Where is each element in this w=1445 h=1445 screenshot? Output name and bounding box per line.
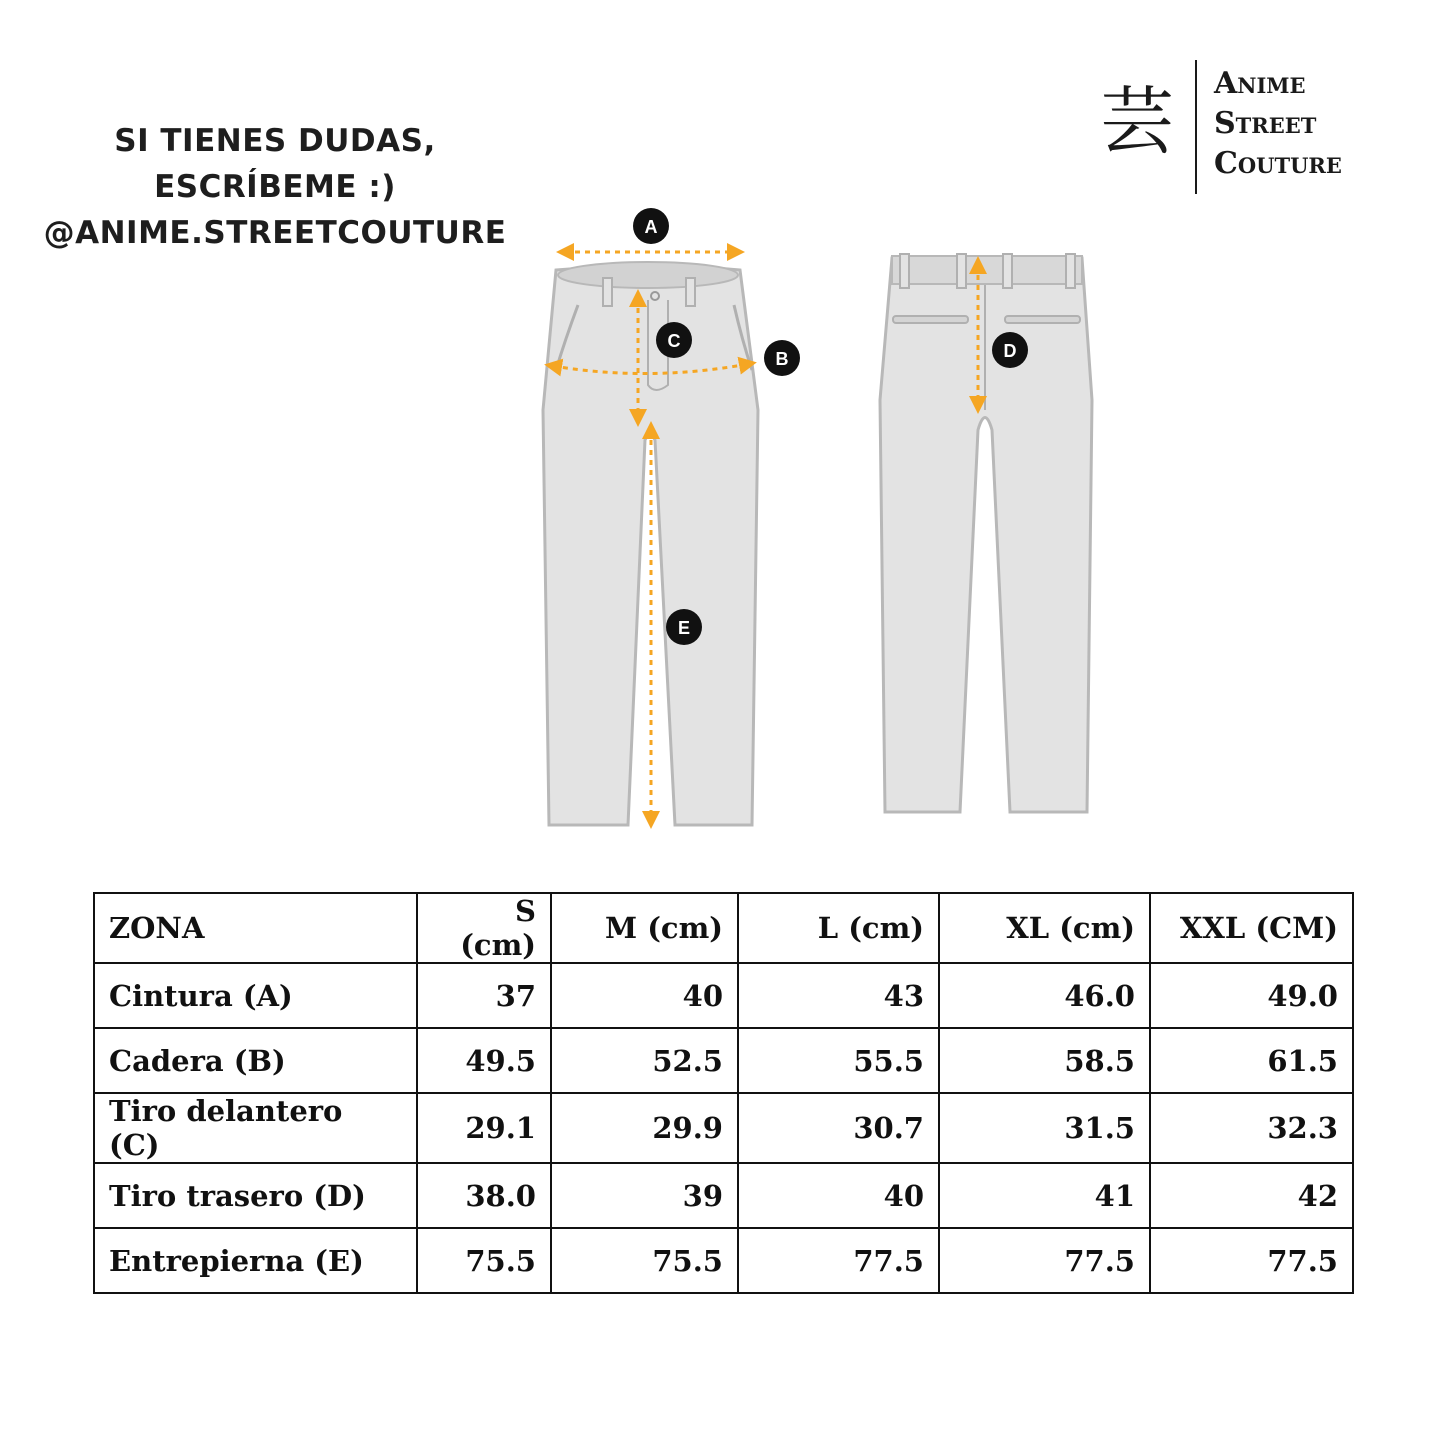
- cell-l: 30.7: [738, 1093, 939, 1163]
- back-pocket-right: [1005, 316, 1080, 323]
- table-row: [94, 1028, 1353, 1093]
- cell-zone: Entrepierna (E): [94, 1228, 417, 1293]
- cell-m: 75.5: [551, 1228, 738, 1293]
- logo-kanji: 芸: [1100, 79, 1174, 165]
- back-belt-loop-3: [1003, 254, 1012, 288]
- back-belt-loop-4: [1066, 254, 1075, 288]
- instagram-handle: @ANIME.STREETCOUTURE: [43, 215, 507, 251]
- cell-xl: 77.5: [939, 1228, 1150, 1293]
- front-waistband: [558, 262, 738, 288]
- header-xxl: XXL (CM): [1150, 893, 1353, 963]
- cell-s: 75.5: [417, 1228, 551, 1293]
- back-pocket-left: [893, 316, 968, 323]
- cell-m: 29.9: [551, 1093, 738, 1163]
- cell-s: 29.1: [417, 1093, 551, 1163]
- logo-word-street: Street: [1214, 106, 1317, 141]
- cell-m: 40: [551, 963, 738, 1028]
- cell-l: 43: [738, 963, 939, 1028]
- contact-line-write-me: ESCRÍBEME :): [154, 169, 396, 205]
- cell-m: 52.5: [551, 1028, 738, 1093]
- back-pants-illustration: [880, 254, 1092, 812]
- cell-xxl: 77.5: [1150, 1228, 1353, 1293]
- marker-a: [633, 208, 669, 244]
- cell-xl: 41: [939, 1163, 1150, 1228]
- table-row: [94, 1163, 1353, 1228]
- cell-s: 38.0: [417, 1163, 551, 1228]
- front-belt-loop-right: [686, 278, 695, 306]
- cell-l: 40: [738, 1163, 939, 1228]
- cell-l: 77.5: [738, 1228, 939, 1293]
- cell-zone: Cadera (B): [94, 1028, 417, 1093]
- contact-line-question: SI TIENES DUDAS,: [114, 123, 436, 159]
- marker-b-label: B: [775, 349, 789, 369]
- cell-xxl: 49.0: [1150, 963, 1353, 1028]
- cell-xl: 46.0: [939, 963, 1150, 1028]
- back-waistband: [892, 256, 1082, 284]
- marker-e-label: E: [677, 618, 691, 638]
- marker-a-label: A: [644, 217, 658, 237]
- cell-s: 49.5: [417, 1028, 551, 1093]
- cell-m: 39: [551, 1163, 738, 1228]
- cell-zone: Cintura (A): [94, 963, 417, 1028]
- marker-b: [764, 340, 800, 376]
- logo-word-couture: Couture: [1214, 146, 1342, 181]
- header-xl: XL (cm): [939, 893, 1150, 963]
- cell-xl: 31.5: [939, 1093, 1150, 1163]
- size-chart-table: [93, 892, 1354, 1294]
- back-belt-loop-2: [957, 254, 966, 288]
- marker-e: [666, 609, 702, 645]
- table-row: [94, 1093, 1353, 1163]
- marker-c-label: C: [667, 331, 681, 351]
- logo-word-anime: Anime: [1214, 66, 1306, 101]
- marker-d: [992, 332, 1028, 368]
- cell-xl: 58.5: [939, 1028, 1150, 1093]
- cell-s: 37: [417, 963, 551, 1028]
- table-header-row: [94, 893, 1353, 963]
- front-belt-loop-left: [603, 278, 612, 306]
- cell-xxl: 61.5: [1150, 1028, 1353, 1093]
- header-zona: ZONA: [94, 893, 417, 963]
- table-row: [94, 963, 1353, 1028]
- cell-xxl: 42: [1150, 1163, 1353, 1228]
- marker-c: [656, 322, 692, 358]
- cell-xxl: 32.3: [1150, 1093, 1353, 1163]
- cell-zone: Tiro delantero (C): [94, 1093, 417, 1163]
- cell-l: 55.5: [738, 1028, 939, 1093]
- cell-zone: Tiro trasero (D): [94, 1163, 417, 1228]
- header-l: L (cm): [738, 893, 939, 963]
- header-m: M (cm): [551, 893, 738, 963]
- table-row: [94, 1228, 1353, 1293]
- marker-d-label: D: [1003, 341, 1017, 361]
- header-s: S (cm): [417, 893, 551, 963]
- back-belt-loop-1: [900, 254, 909, 288]
